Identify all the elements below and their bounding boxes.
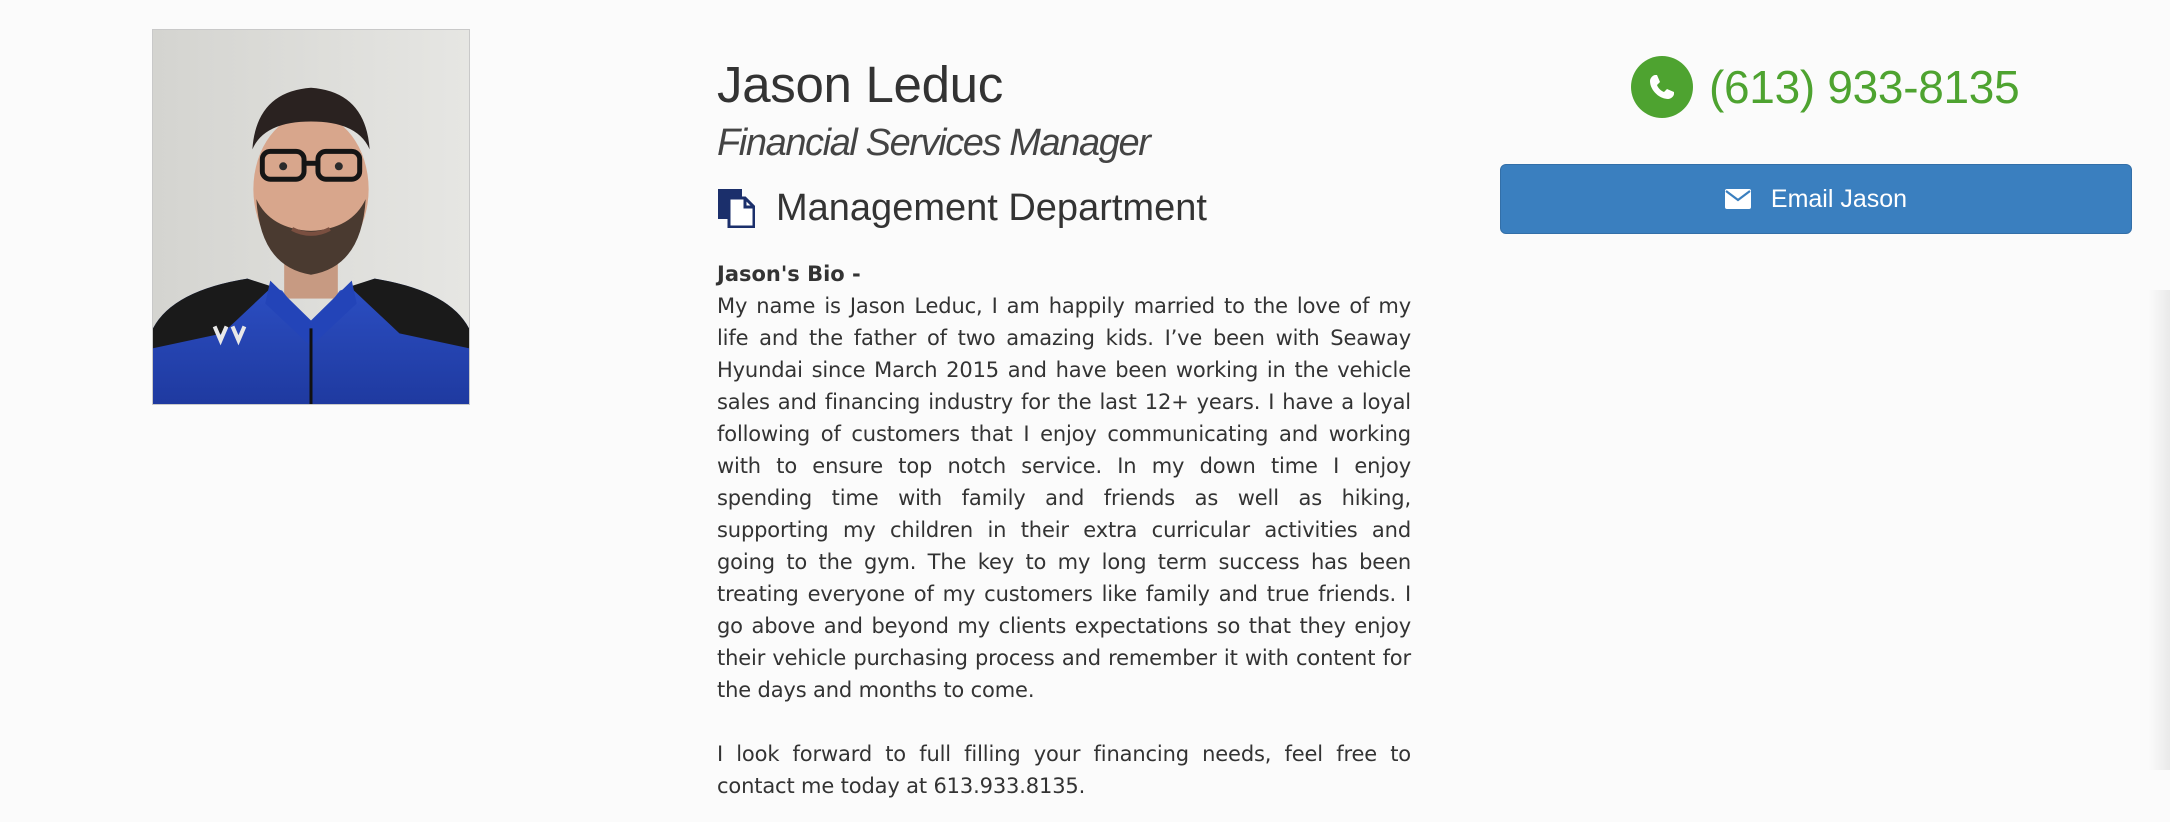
department-row xyxy=(717,184,1411,232)
phone-icon xyxy=(1646,71,1678,103)
phone-link[interactable] xyxy=(1631,56,2019,118)
department-label: Management Department xyxy=(776,186,1207,229)
edge-shadow xyxy=(2148,290,2170,770)
documents-icon xyxy=(717,188,755,228)
envelope-icon xyxy=(1725,189,1751,209)
staff-photo xyxy=(152,29,470,405)
email-button[interactable] xyxy=(1500,164,2132,234)
phone-icon-circle xyxy=(1631,56,1693,118)
staff-details xyxy=(717,52,1411,802)
staff-name: Jason Leduc xyxy=(717,56,1003,113)
email-button-label: Email Jason xyxy=(1770,184,1908,213)
staff-title: Financial Services Manager xyxy=(717,122,1150,164)
staff-portrait-image xyxy=(153,30,469,404)
bio-heading: Jason's Bio - xyxy=(717,262,861,286)
bio-paragraph: I look forward to full filling your financing needs, feel free to contact me today at 613.933.8135. xyxy=(717,742,1411,798)
phone-number: (613) 933-8135 xyxy=(1709,61,2020,113)
bio-paragraph: My name is Jason Leduc, I am happily married to the love of my life and the father of two amazing kids. I’ve been with Seaway Hyundai since March 2015 and have been working in the vehicle sales and financing industry for the last 12+ years. I have a loyal following of customers that I enjoy communicating and working with to ensure top notch service. In my down time I enjoy spending time with family and friends as well as hiking, supporting my children in their extra curricular activities and going to the gym. The key to my long term success has been treating everyone of my customers like family and true friends. I go above and beyond my clients expectations so that they enjoy their vehicle purchasing process and remember it with content for the days and months to come. xyxy=(717,294,1411,702)
